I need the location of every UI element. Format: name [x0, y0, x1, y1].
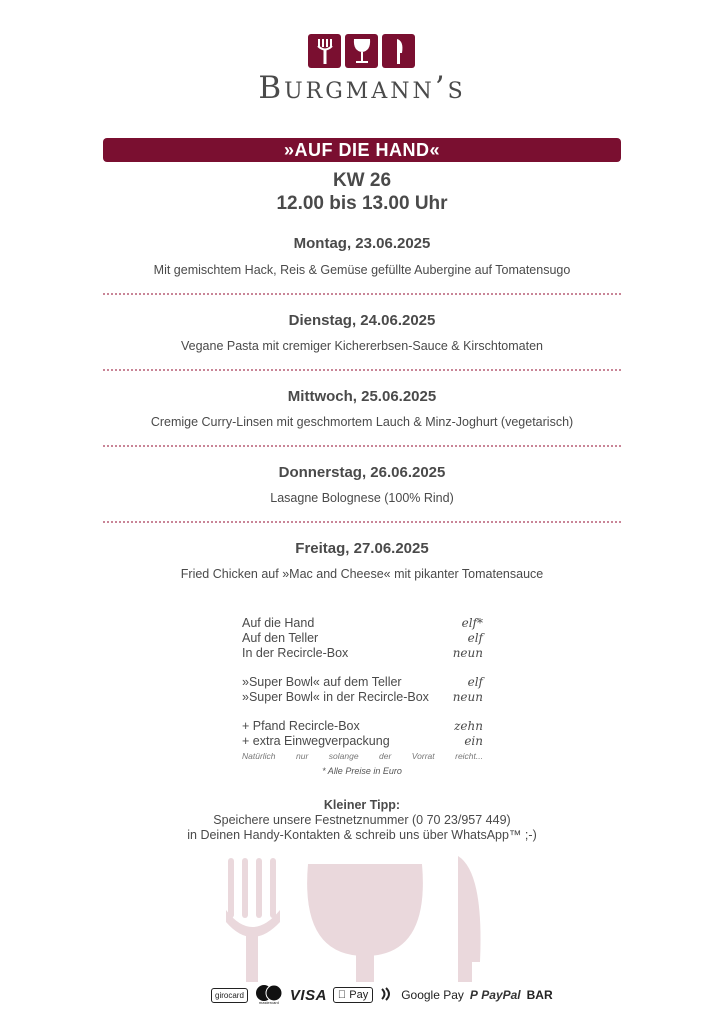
brand-name: Burgmann’s [258, 70, 466, 106]
dotted-divider [103, 521, 621, 523]
price-value: elf [467, 675, 483, 689]
price-value: zehn [454, 719, 483, 733]
payment-methods [211, 984, 553, 1006]
google-pay-icon: Google Pay [389, 988, 453, 1002]
logo-icons [308, 34, 416, 68]
price-label: Auf die Hand [242, 616, 315, 630]
cash-label: BAR [515, 988, 542, 1002]
visa-icon: VISA [289, 986, 327, 1004]
menu-banner: »AUF DIE HAND« [103, 138, 621, 162]
wine-glass-icon [345, 34, 378, 68]
apple-pay-icon [333, 987, 373, 1003]
dotted-divider [103, 369, 621, 371]
dotted-divider [103, 293, 621, 295]
note-word: Vorrat [411, 751, 435, 761]
note-word: der [379, 751, 392, 761]
price-label: »Super Bowl« auf dem Teller [242, 675, 402, 689]
note-word: nur [296, 751, 309, 761]
day-heading: Montag, 23.06.2025 [293, 235, 431, 252]
price-label: In der Recircle-Box [242, 646, 349, 660]
price-row [242, 616, 483, 630]
price-row [242, 719, 483, 733]
price-row [242, 675, 483, 689]
price-value: neun [452, 690, 483, 704]
paypal-icon: P PayPal [470, 988, 521, 1002]
dish-text: Fried Chicken auf »Mac and Cheese« mit pikanter Tomatensauce [180, 567, 544, 581]
price-label: + Pfand Recircle-Box [242, 719, 360, 733]
price-label: »Super Bowl« in der Recircle-Box [242, 690, 429, 704]
price-row [242, 631, 483, 645]
stock-note [242, 751, 483, 761]
price-value: neun [452, 646, 483, 660]
day-heading: Mittwoch, 25.06.2025 [287, 388, 437, 405]
apple-pay-label: Pay [337, 989, 357, 1001]
note-word: reicht... [455, 751, 483, 761]
price-value: ein [464, 734, 483, 748]
week-label: KW 26 [332, 170, 392, 191]
day-heading: Freitag, 27.06.2025 [295, 540, 429, 557]
price-label: + extra Einwegverpackung [242, 734, 390, 748]
serving-time: 12.00 bis 13.00 Uhr [276, 193, 448, 214]
tip-title: Kleiner Tipp: [323, 798, 401, 812]
contactless-icon [379, 987, 395, 1004]
fork-icon [308, 34, 341, 68]
dish-text: Cremige Curry-Linsen mit geschmortem Lauch & Minz-Joghurt (vegetarisch) [150, 415, 574, 429]
dish-text: Vegane Pasta mit cremiger Kichererbsen-Sauce & Kirschtomaten [181, 339, 543, 353]
price-row [242, 646, 483, 660]
tip-line: Speichere unsere Festnetznummer (0 70 23/957 449) [213, 813, 511, 827]
currency-note: * Alle Preise in Euro [322, 766, 402, 776]
price-value: elf* [461, 616, 483, 630]
dotted-divider [103, 445, 621, 447]
knife-icon [382, 34, 415, 68]
tip-line: in Deinen Handy-Kontakten & schreib uns über WhatsApp™ ;-) [187, 828, 537, 842]
dish-text: Lasagne Bolognese (100% Rind) [270, 491, 454, 505]
mastercard-icon [254, 985, 284, 1005]
girocard-icon: girocard [211, 988, 248, 1003]
day-heading: Dienstag, 24.06.2025 [288, 312, 436, 329]
day-heading: Donnerstag, 26.06.2025 [278, 464, 446, 481]
note-word: Natürlich [242, 751, 276, 761]
price-value: elf [467, 631, 483, 645]
price-label: Auf den Teller [242, 631, 319, 645]
mastercard-label: mastercard [258, 1000, 279, 1005]
decor-cutlery-icon [222, 852, 492, 982]
dish-text: Mit gemischtem Hack, Reis & Gemüse gefüllte Aubergine auf Tomatensugo [153, 263, 571, 277]
price-row [242, 734, 483, 748]
note-word: solange [328, 751, 359, 761]
price-row [242, 690, 483, 704]
paypal-label: PayPal [469, 988, 510, 1002]
